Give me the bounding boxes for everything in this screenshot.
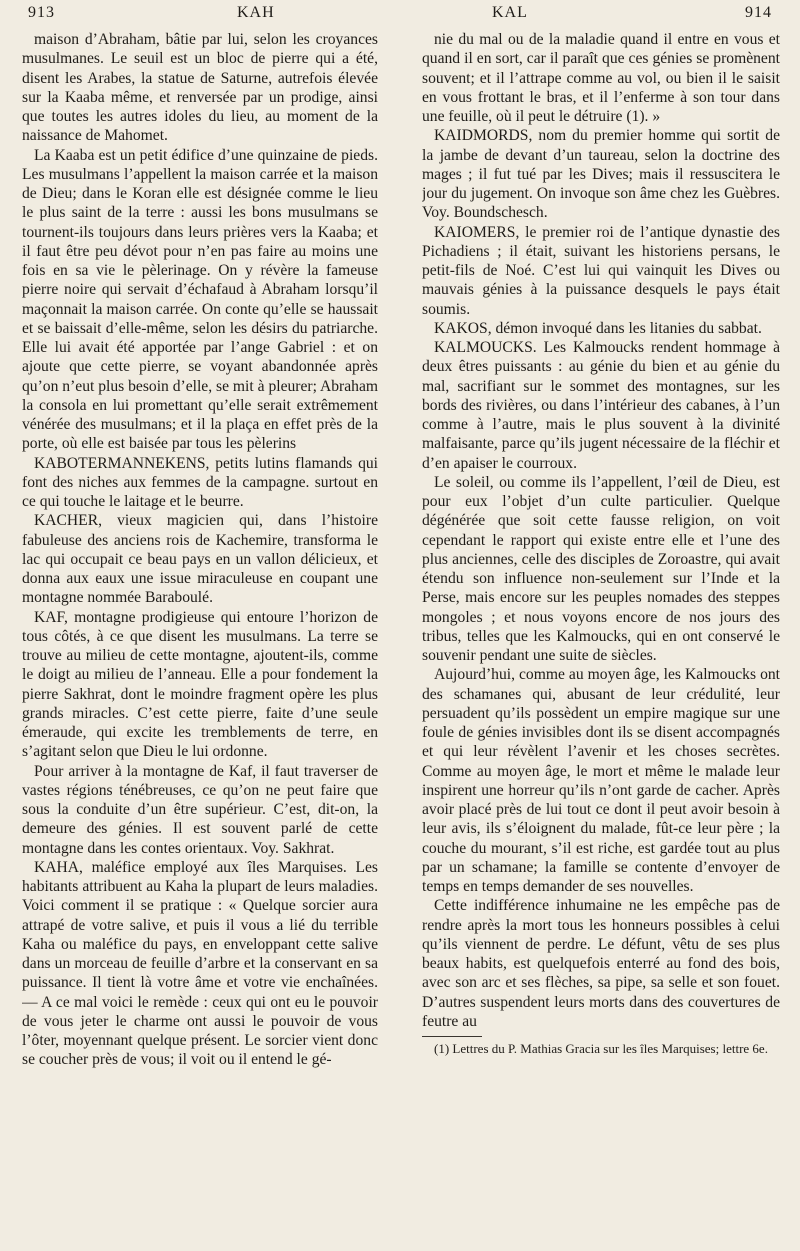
left-page-number: 913 [28, 4, 55, 21]
footnote: (1) Lettres du P. Mathias Gracia sur les îles Marquises; lettre 6e. [434, 1041, 768, 1056]
right-guide-word: KAL [492, 4, 528, 21]
running-header [22, 4, 778, 30]
paragraph-kalmoucks-morts: Cette indifférence inhumaine ne les empêche pas de rendre après la mort tous les honneurs possibles à celui qu’ils viennent de perdre. Le défunt, vêtu de ses plus beaux habits, est quelquefois enterré au fond des bois, avec son arc et ses flèches, sa pipe, sa selle et son fouet. D’autres suspendent leurs morts dans des couvertures de feutre au [422, 897, 780, 1030]
entry-kabotermannekens: KABOTERMANNEKENS, petits lutins flamands qui font des niches aux femmes de la campagne. surtout en ce qui touche le laitage et le beurre. [22, 454, 378, 510]
entry-kalmoucks: KALMOUCKS. Les Kalmoucks rendent hommage à deux êtres puissants : au génie du bien et au génie du mal, sacrifiant sur le sommet des montagnes, sur les bords des rivières, ou dans l’intérieur des cabanes, à l’un comme à l’autre, mais le plus souvent à la divinité malfaisante, parce qu’ils jugent nécessaire de la fléchir et d’en apaiser le courroux. [422, 339, 780, 472]
right-column [422, 30, 780, 1242]
entry-kaf: KAF, montagne prodigieuse qui entoure l’horizon de tous côtés, à ce que disent les musulmans. La terre se trouve au milieu de cette montagne, ajoutent-ils, comme le doigt au milieu de l’anneau. Elle a pour fondement la pierre Sakhrat, dont le moindre fragment opère les plus grands miracles. C’est cette pierre, faite d’une seule émeraude, qui excite les tremblements de terre, en s’agitant selon que Dieu le lui ordonne. [22, 608, 378, 761]
left-column [22, 30, 378, 1242]
left-guide-word: KAH [237, 4, 275, 21]
paragraph-kalmoucks-soleil: Le soleil, ou comme ils l’appellent, l’œil de Dieu, est pour eux l’objet d’un culte particulier. Quelque dégénérée que soit cette fausse religion, on voit cependant le rapport qui existe entre elle et l’une des plus anciennes, celle des disciples de Zoroastre, qui avait étendu son influence non-seulement sur l’Inde et la Perse, mais encore sur les peuples nomades des steppes mongoles ; et nous voyons encore de nos jours des tribus, telles que les Kalmoucks, qui en ont conservé le souvenir pendant une suite de siècles. [422, 473, 780, 664]
entry-kakos: KAKOS, démon invoqué dans les litanies du sabbat. [434, 319, 762, 337]
paragraph-kaha-continued: nie du mal ou de la maladie quand il entre en vous et quand il en sort, car il paraît que ces génies se promènent souvent; et il l’attrape comme au vol, ou bien il le saisit en vous frottant le bras, et il l’enferme à son tour dans une feuille, où il peut le détruire (1). » [422, 31, 780, 125]
paragraph-kaaba-seuil: maison d’Abraham, bâtie par lui, selon les croyances musulmanes. Le seuil est un bloc de pierre qui a été, disent les Arabes, la statue de Saturne, autrefois élevée sur la Kaaba même, et renversée par un prodige, ainsi que toutes les autres idoles du lieu, au moment de la naissance de Mahomet. [22, 31, 378, 145]
entry-kaha: KAHA, maléfice employé aux îles Marquises. Les habitants attribuent au Kaha la plupart de leurs maladies. Voici comment il se pratique : « Quelque sorcier aura attrapé de votre salive, et puis il vous a lié du terrible Kaha ou maléfice du pays, en enveloppant cette salive dans un morceau de feuille d’arbre et la conservant en sa puissance. Il tient là votre âme et votre vie enchaînées.— A ce mal voici le remède : ceux qui ont eu le pouvoir de vous jeter le charme ont aussi le pouvoir de vous l’ôter, moyennant quelque présent. Le sorcier vient donc se coucher près de vous; il voit ou il entend le gé- [22, 858, 378, 1069]
entry-kaidmords: KAIDMORDS, nom du premier homme qui sortit de la jambe de devant d’un taureau, selon la doctrine des mages ; il fut tué par les Dives; mais il ressuscitera le jour du jugement. On invoque son âme chez les Guèbres. Voy. Boundschesch. [422, 127, 780, 222]
entry-kaiomers: KAIOMERS, le premier roi de l’antique dynastie des Pichadiens ; il était, suivant les historiens persans, le petit-fils de Noé. C’est lui qui vainquit les Dives ou mauvais génies à la puissance desquels le pays était soumis. [422, 223, 780, 318]
entry-kacher: KACHER, vieux magicien qui, dans l’histoire fabuleuse des anciens rois de Kachemire, transforma le lac qui occupait ce beau pays en un vallon délicieux, et donna aux eaux une issue miraculeuse en coupant une montagne nommée Baraboulé. [22, 512, 378, 607]
paragraph-kalmoucks-schamanes: Aujourd’hui, comme au moyen âge, les Kalmoucks ont des schamanes qui, abusant de leur crédulité, leur persuadent qu’ils possèdent un empire magique sur une foule de génies invisibles dont ils se disent accompagnés et qui leur révèlent l’avenir et les choses secrètes. Comme au moyen âge, le mort et même le malade leur inspirent une horreur qu’ils n’ont garde de cacher. Après avoir placé près de lui tout ce dont il peut avoir besoin à leur avis, ils s’éloignent du malade, fût-ce leur père ; la couche du mourant, s’il est riche, est gardée tout au plus par un schamane; la famille se contente d’envoyer de temps en temps demander de ses nouvelles. [422, 666, 780, 895]
paragraph-kaf-continued: Pour arriver à la montagne de Kaf, il faut traverser de vastes régions ténébreuses, ce qu’on ne peut faire que sous la conduite d’un être supérieur. C’est, dit-on, la demeure des génies. Il est souvent parlé de cette montagne dans les contes orientaux. Voy. Sakhrat. [22, 762, 378, 857]
footnote-divider [422, 1036, 482, 1037]
paragraph-kaaba: La Kaaba est un petit édifice d’une quinzaine de pieds. Les musulmans l’appellent la maison carrée et la maison de Dieu; dans le Koran elle est désignée comme le lieu le plus saint de la terre : aussi les bons musulmans se tournent-ils toujours dans leurs prières vers la Kaaba; et il faut être peu dévot pour n’en pas faire au moins une fois en sa vie le pèlerinage. On y révère la fameuse pierre noire qui servait d’échafaud à Abraham lorsqu’il maçonnait la maison carrée. On conte qu’elle se haussait et se baissait d’elle-même, selon les désirs du patriarche. Elle lui avait été apportée par l’ange Gabriel : et on ajoute que cette pierre, se voyant abandonnée après qu’on n’eut plus besoin d’elle, se mit à pleurer; Abraham la consola en lui promettant qu’elle serait extrêmement vénérée des musulmans; et il la plaça en effet près de la porte, où elle est baisée par tous les pèlerins [22, 146, 378, 453]
right-page-number: 914 [745, 4, 772, 21]
